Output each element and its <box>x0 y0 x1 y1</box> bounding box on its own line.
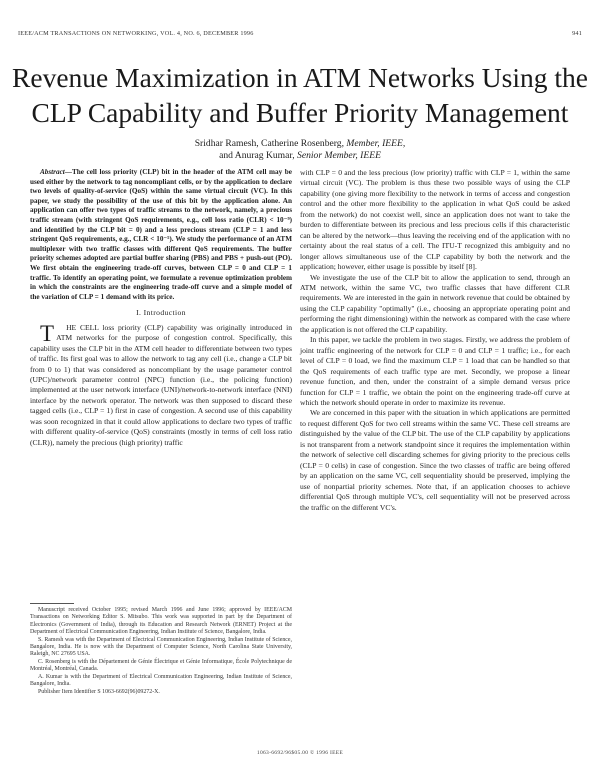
left-column <box>30 168 292 448</box>
footnote-kumar: A. Kumar is with the Department of Electrical Communication Engineering, Indian Institute of Science, Bangalore, India. <box>30 674 292 688</box>
author-block <box>60 138 540 161</box>
footnote-publisher-id: Publisher Item Identifier S 1063-6692(96)09272-X. <box>38 689 160 696</box>
footnote-manuscript: Manuscript received October 1995; revised March 1996 and June 1996; approved by IEEE/ACM Transactions on Networking Editor S. Mitsubo. This work was supported in part by the Department of Electronics (Government of India), through its Education and Research Network (ERNET) Project at the Department of Electrical Communication Engineering, Indian Institute of Science, Bangalore, India. <box>30 607 292 635</box>
author-names-1: Sridhar Ramesh, Catherine Rosenberg, <box>194 138 344 149</box>
abstract-lead: Abstract— <box>40 168 72 176</box>
abstract-text: The cell loss priority (CLP) bit in the header of the ATM cell may be used either by the network to tag noncompliant cells, or by the application to declare two levels of quality-of-service (QoS) within the same virtual circuit (VC). In this paper, we study the possibility of the use of this bit by the application alone. An application can offer two types of traffic streams to the network, namely, a precious traffic stream (with stringent QoS requirements, e.g., cell loss ratio (CLR) < 10⁻⁹) and identified by the CLP bit = 0) and a less precious stream (CLP = 1 and less stringent QoS requirements, e.g., CLR < 10⁻⁵). We study the performance of an ATM multiplexer with two traffic classes with different QoS requirements. The buffer priority schemes adopted are partial buffer sharing (PBS) and PBS + push-out (PO). We first obtain the engineering trade-off curves, between CLP = 0 and CLP = 1 traffic. To identify an operating point, we formulate a revenue optimization problem in which the constraints are the engineering trade-off curve and a simple model of the variation of CLP = 1 demand with its price. <box>30 168 292 301</box>
author-line-2 <box>60 150 540 162</box>
footnotes <box>30 603 292 697</box>
intro-paragraph-1 <box>30 320 292 448</box>
intro-text-1: HE CELL loss priority (CLP) capability was originally introduced in ATM networks for the purpose of congestion control. Specifically, this capability uses the CLP bit in the ATM cell header to differentiate between two types of traffic. Its first goal was to allow the network to tag any cell (i.e., change a CLP bit from 0 to 1) that was considered as noncompliant by the usage parameter control (UPC)/network parameter control (NPC) function (i.e., the policing function) implemented at the user network interface (UNI)/network-to-network interface (NNI) interface by the network operator. The network was then supposed to discard these tagged cells (i.e., CLP = 1) first in case of congestion. A second use of this capability was soon recognized in that it could allow applications to declare two types of traffic with different quality-of-service (QoS) constraints (mostly in terms of cell loss ratio (CLR)), namely the precious (high priority) traffic <box>30 322 292 447</box>
paper-title: Revenue Maximization in ATM Networks Using the CLP Capability and Buffer Priority Management <box>12 62 588 128</box>
right-paragraph-1: with CLP = 0 and the less precious (low priority) traffic with CLP = 1, within the same virtual circuit (VC). The problem is thus these two possible ways of using the CLP capability (one giving more flexibility to the network in terms of access and congestion control and the other more flexibility to the application in what QoS could be asked from the network) do not coexist well, since an application does not want to take the burden to differentiate between its precious and less precious cells if this characteristic can be altered by the network—thus leaving the receiving end of the application with no certainty about the real status of a cell. The ITU-T recognized this ambiguity and no longer allows simultaneous use of the CLP capability by both the network and the application; however, either usage is possible by itself [8]. <box>300 168 570 272</box>
page-number: 941 <box>572 30 582 37</box>
abstract <box>30 168 292 302</box>
author-role-2: Senior Member, IEEE <box>297 149 381 161</box>
footnote-rule <box>30 603 74 604</box>
right-paragraph-3: In this paper, we tackle the problem in two stages. Firstly, we address the problem of joint traffic engineering of the network for CLP = 0 and CLP = 1 traffic; i.e., for each level of CLP = 0 load, we find the maximum CLP = 1 load that can be handled so that the QoS requirements of each traffic type are met. Secondly, we propose a linear revenue function, and then, under the constraint of a simple demand versus price function for CLP = 1 traffic, we obtain the point on the engineering trade-off curve at which the network should operate in order to maximize its revenue. <box>300 335 570 407</box>
right-paragraph-4: We are concerned in this paper with the situation in which applications are permitted to request different QoS for two cell streams within the same VC. These cell streams are distinguished by the value of the CLP bit. The use of the CLP capability by applications is not transparent from a network standpoint since it requires the implementation within the network of selective cell discarding schemes for giving priority to the precious cells (CLP = 0 cells) in case of congestion. Since the two classes of traffic are being offered by an application on the same VC, cell sequentiality should be preserved, implying the use of nonpartial priority schemes. Note that, if an application chooses to achieve differential QoS through multiple VC's, cell sequentiality will not be preserved across the traffic on the different VC's. <box>300 408 570 512</box>
right-paragraph-2: We investigate the use of the CLP bit to allow the application to send, through an ATM network, within the same VC, two traffic classes that have different CLR requirements. We are interested in the gain in network revenue that could be obtained by using the CLP capability "optimally" (i.e., choosing an appropriate operating point and performing the right dimensioning) within the network as compared with the case where the application is not offered the CLP capability. <box>300 272 570 334</box>
footnote-rosenberg: C. Rosenberg is with the Département de Génie Électrique et Génie Informatique, École Polytechnique de Montréal, Montréal, Canada. <box>30 659 292 673</box>
author-names-2: and Anurag Kumar, <box>219 149 295 161</box>
copyright-footer: 1063-6692/96$05.00 © 1996 IEEE <box>256 750 344 756</box>
footnote-ramesh: S. Ramesh was with the Department of Electrical Communication Engineering, Indian Institute of Science, Bangalore, India. He is now with the Department of Computer Science, North Carolina State University, Raleigh, NC 27695 USA. <box>30 636 292 658</box>
section-heading-introduction: I. Introduction <box>136 308 186 318</box>
running-head <box>18 30 582 40</box>
drop-cap: T <box>40 320 55 346</box>
right-column <box>300 168 570 513</box>
author-line-1 <box>60 138 540 150</box>
author-role-1: Member, IEEE, <box>346 138 406 149</box>
journal-header: IEEE/ACM TRANSACTIONS ON NETWORKING, VOL. 4, NO. 6, DECEMBER 1996 <box>18 30 254 37</box>
